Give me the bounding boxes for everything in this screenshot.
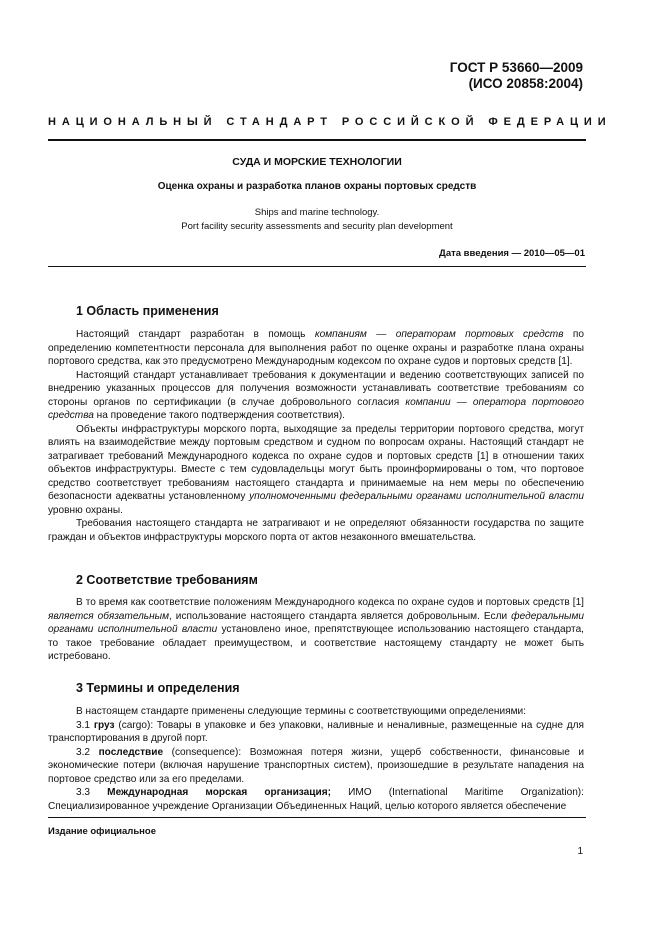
english-title-line-2: Port facility security assessments and security plan development <box>181 220 453 232</box>
italic-term: компании — оператора портового средства <box>48 396 584 421</box>
section-3-heading: 3 Термины и определения <box>76 681 240 695</box>
term-definition: (cargo): Товары в упаковке и без упаковки, наливные и неналивные, размещенные на судне для транспортирования в другой порт. <box>48 719 584 744</box>
section-2-heading: 2 Соответствие требованиям <box>76 573 258 587</box>
term-name: груз <box>93 719 115 731</box>
introduction-date: Дата введения — 2010—05—01 <box>439 248 585 259</box>
term-definition: ИМО (International Maritime Organization): Специализированное учреждение Организации Объединенных Наций, целью которого является обеспечение <box>48 787 584 812</box>
official-edition-label: Издание официальное <box>48 826 156 837</box>
date-divider <box>48 266 586 267</box>
term-number: 3.2 <box>76 746 99 758</box>
page-number: 1 <box>577 846 583 857</box>
section-3-intro: В настоящем стандарте применены следующие термины с соответствующими определениями: <box>76 706 526 717</box>
text-run: Настоящий стандарт устанавливает требования к документации и ведению соответствующих записей по внедрению указанных процессов для получения возможности устанавливать соответствие требованиям со стороны органов по сертификации (в случае добровольного согласия <box>48 369 584 408</box>
text-run: , использование настоящего стандарта является добровольным. Если <box>169 610 512 622</box>
standard-number: ГОСТ Р 53660—2009 <box>449 60 583 75</box>
section-1-body <box>48 328 584 544</box>
section-1-paragraph-1 <box>48 328 584 369</box>
national-standard-banner: НАЦИОНАЛЬНЫЙ СТАНДАРТ РОССИЙСКОЙ ФЕДЕРАЦИИ <box>48 116 612 128</box>
iso-reference: (ИСО 20858:2004) <box>468 76 583 91</box>
section-1-paragraph-4: Требования настоящего стандарта не затрагивают и не определяют обязанности государства по защите граждан и объектов инфраструктуры морского порта от актов незаконного вмешательства. <box>48 518 584 543</box>
term-definition: (consequence): Возможная потеря жизни, ущерб собственности, финансовые и экономические потери (включая нарушение транспортных систем), произошедшие в результате нападения на портовое средство или за его пределами. <box>48 746 584 785</box>
italic-term: уполномоченными федеральными органами исполнительной власти <box>249 491 584 502</box>
section-2-paragraph-1 <box>48 596 584 664</box>
text-run: Настоящий стандарт разработан в помощь <box>76 329 315 340</box>
text-run: на проведение такого подтверждения соответствия). <box>93 410 345 421</box>
term-name: последствие <box>98 746 164 758</box>
section-3-body <box>48 705 584 813</box>
section-2-body <box>48 596 584 664</box>
text-run: В то время как соответствие положениям Международного кодекса по охране судов и портовых средств [1] <box>76 597 584 608</box>
section-1-paragraph-2 <box>48 369 584 423</box>
term-3-2 <box>48 746 584 787</box>
text-run: по определению компетентности персонала для выполнения работ по оценке охраны и разработке плана охраны портового средства, как это предусмотрено Международным кодексом по охране судов и портовых средств [1]. <box>48 329 584 367</box>
italic-term: федеральными органами исполнительной власти <box>48 610 584 635</box>
text-run: установлено иное, препятствующее использованию настоящего стандарта, то такое требование обладает преимуществом, и соответствие настоящему стандарту не может быть истребовано. <box>48 624 584 662</box>
term-number: 3.3 <box>76 787 108 798</box>
footer-divider <box>48 817 586 818</box>
text-run: уровню охраны. <box>48 504 123 516</box>
section-1-heading: 1 Область применения <box>76 304 219 318</box>
text-run: Объекты инфраструктуры морского порта, выходящие за пределы территории портового средства, могут влиять на взаимодействие между портовым средством и судном по вопросам охраны. Настоящий стандарт не затрагивает требований Международного кодекса по охране судов и портовых средств [1] в отношении таких объектов инфраструктуры. Вместе с тем судовладельцы могут быть проинформированы о том, что портовое средство соответствует требованиям настоящего стандарта и принимаемые на нем меры по обеспечению безопасности адекватны установленному <box>48 423 584 502</box>
term-name: Международная морская организация; <box>107 787 331 798</box>
italic-term: является обязательным <box>48 610 169 622</box>
header-divider <box>48 139 586 141</box>
standard-designation <box>450 60 583 92</box>
english-title-line-1: Ships and marine technology. <box>254 207 380 218</box>
section-1-paragraph-3 <box>48 423 584 518</box>
document-subtitle: Оценка охраны и разработка планов охраны портовых средств <box>157 181 477 192</box>
term-number: 3.1 <box>76 719 94 731</box>
italic-term: компаниям — операторам портовых средств <box>314 329 564 340</box>
term-3-3 <box>48 786 584 813</box>
term-3-1 <box>48 719 584 746</box>
document-title: СУДА И МОРСКИЕ ТЕХНОЛОГИИ <box>232 156 402 168</box>
english-title <box>48 206 586 233</box>
